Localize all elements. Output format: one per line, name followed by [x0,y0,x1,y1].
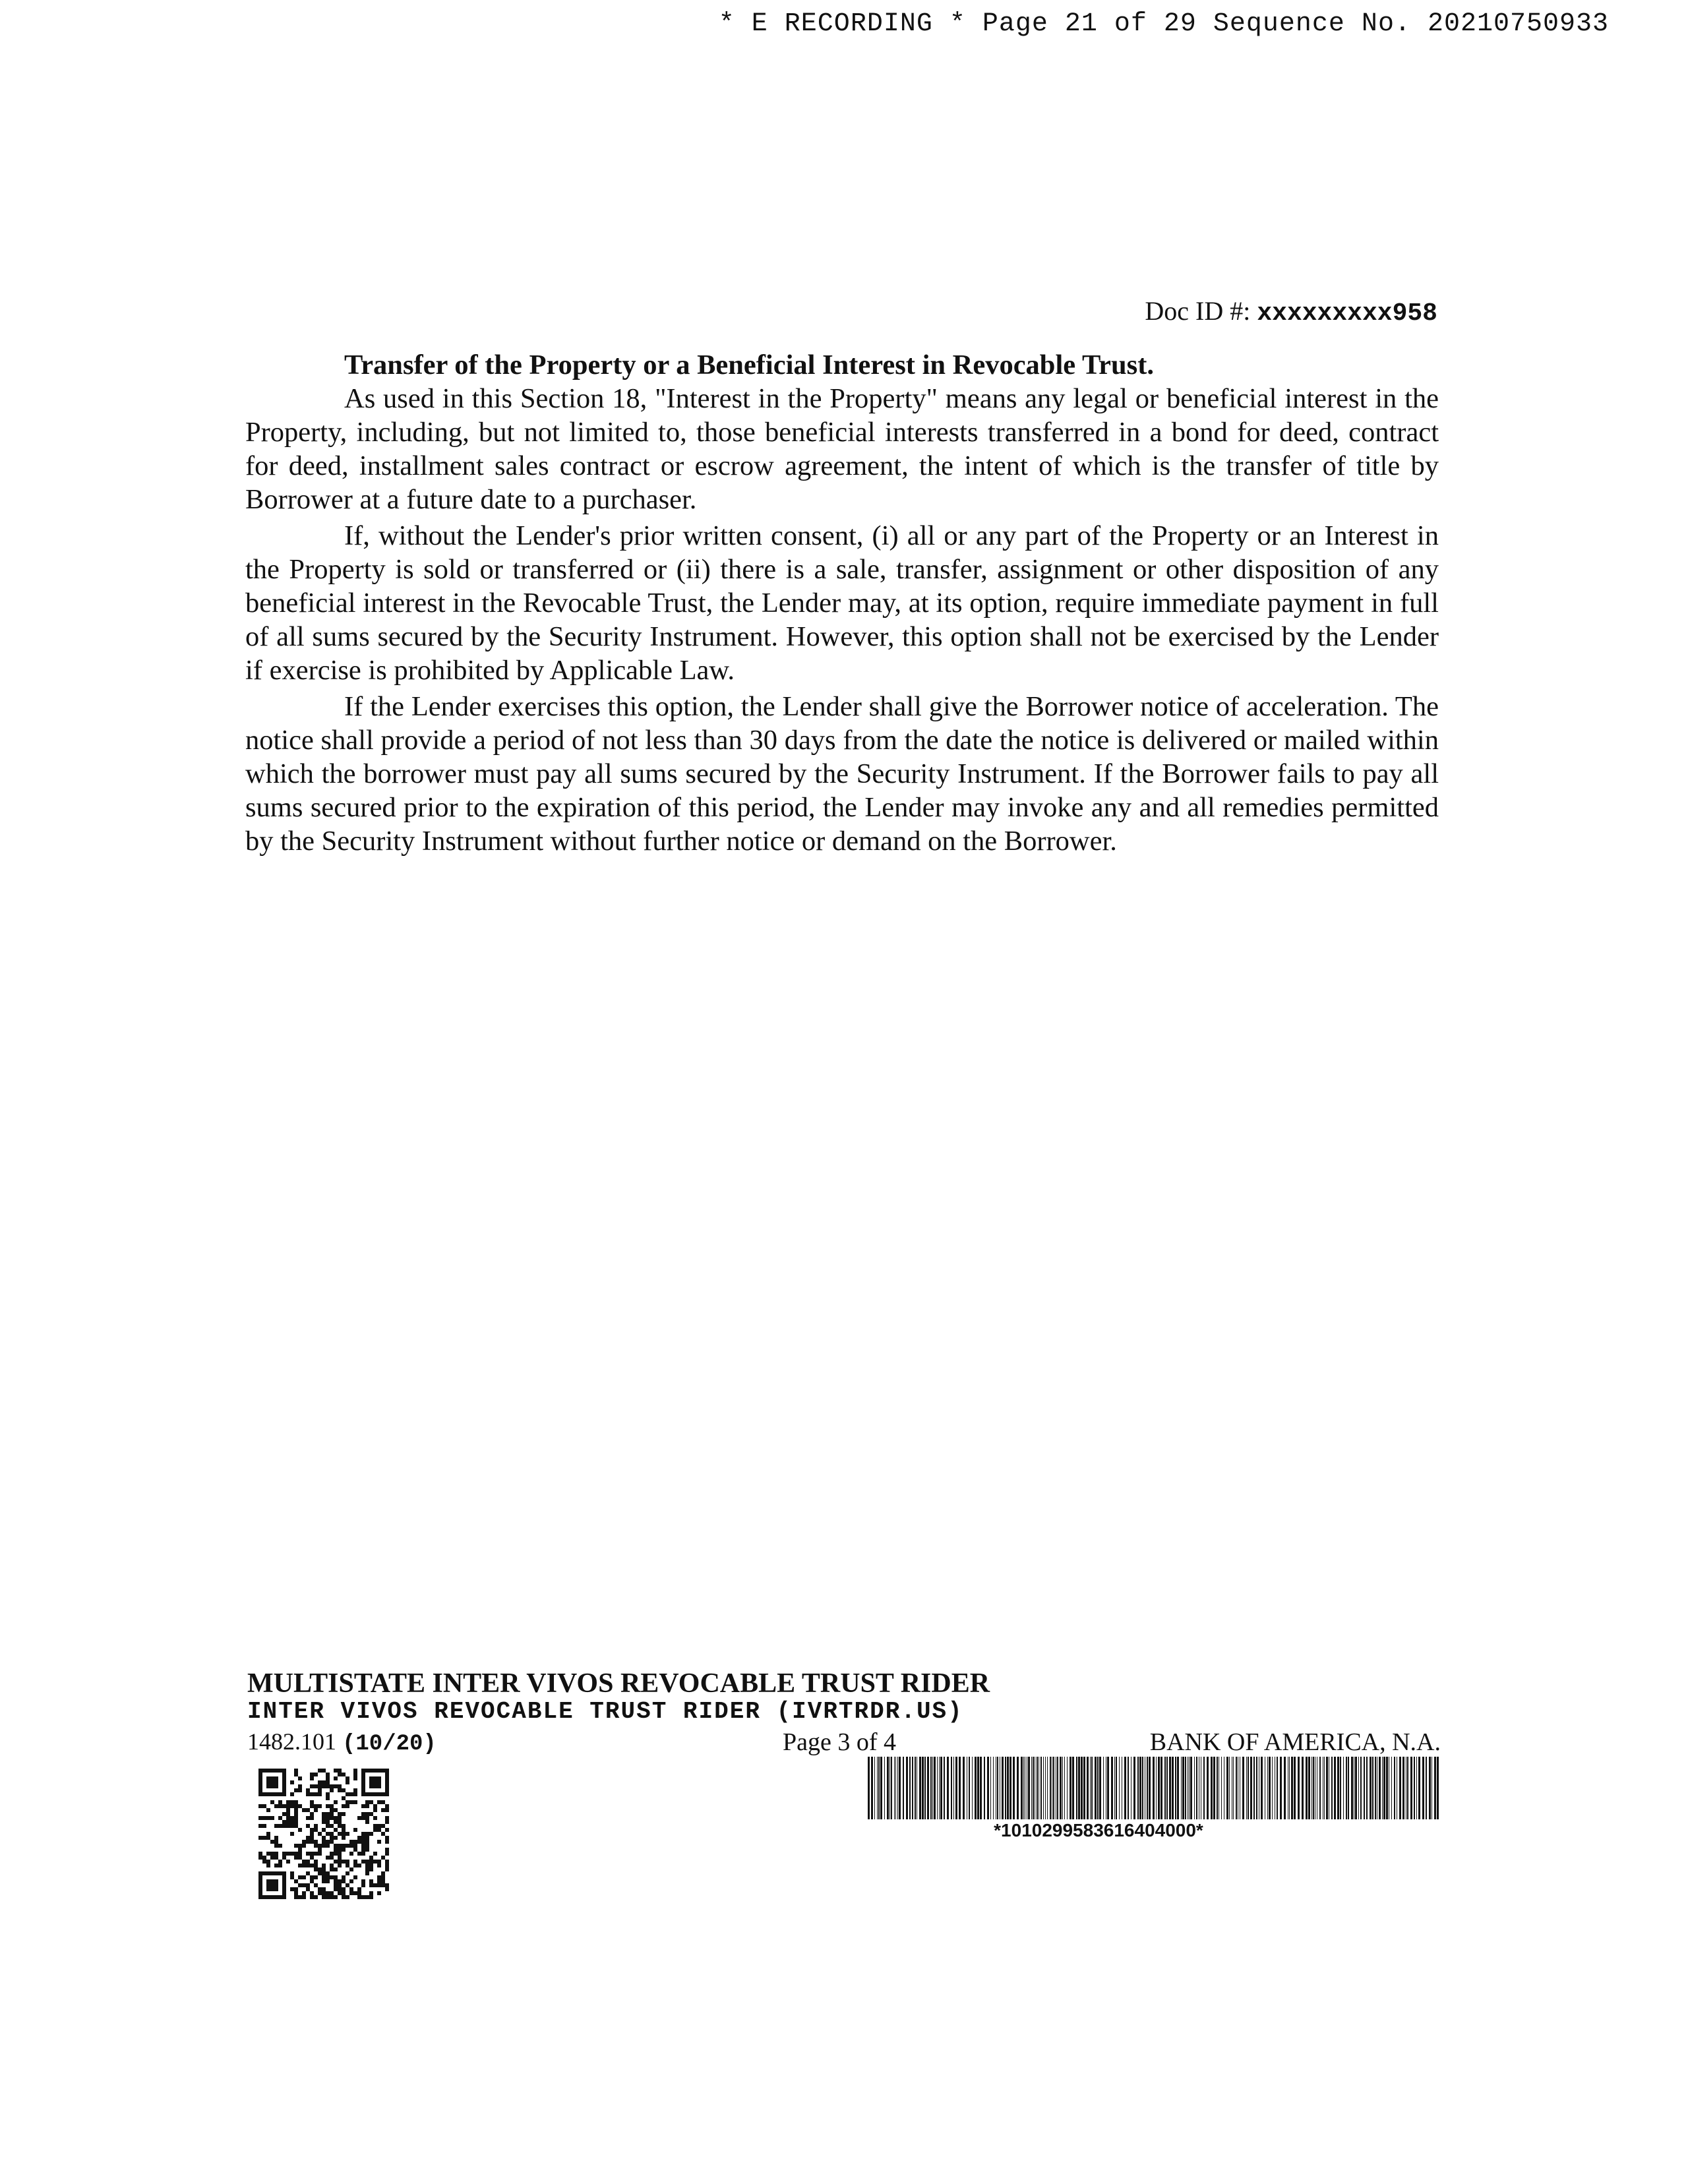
qr-code-icon [258,1769,389,1899]
lender-name: BANK OF AMERICA, N.A. [1149,1728,1441,1756]
document-body [245,348,1439,861]
section-title: Transfer of the Property or a Beneficial Interest in Revocable Trust. [344,349,1154,380]
paragraph-interest-definition: As used in this Section 18, "Interest in the Property" means any legal or beneficial interest in the Property, including, but not limited to, those beneficial interests transferred in a bond for deed, contract for deed, installment sales contract or escrow agreement, the intent of which is the transfer of title by Borrower at a future date to a purchaser. [245,383,1439,515]
form-date: (10/20) [342,1732,437,1757]
form-number-value: 1482.101 [247,1728,336,1755]
footer-title: MULTISTATE INTER VIVOS REVOCABLE TRUST RIDER [247,1668,990,1699]
footer-row [247,1725,1441,1758]
paragraph-acceleration-notice: If the Lender exercises this option, the Lender shall give the Borrower notice of acceleration. The notice shall provide a period of not less than 30 days from the date the notice is delivered or mailed within which the borrower must pay all sums secured by the Security Instrument. If the Borrower fails to pay all sums secured prior to the expiration of this period, the Lender may invoke any and all remedies permitted by the Security Instrument without further notice or demand on the Borrower. [245,691,1439,857]
doc-id-label: Doc ID #: [1145,296,1257,326]
paragraph-transfer-without-consent: If, without the Lender's prior written consent, (i) all or any part of the Property or an Interest in the Property is sold or transferred or (ii) there is a sale, transfer, assignment or other disposition of any beneficial interest in the Revocable Trust, the Lender may, at its option, require immediate payment in full of all sums secured by the Security Instrument. However, this option shall not be exercised by the Lender if exercise is prohibited by Applicable Law. [245,520,1439,686]
form-number [247,1728,437,1757]
barcode-icon [868,1757,1440,1819]
page-number: Page 3 of 4 [783,1728,897,1756]
doc-id [1145,295,1437,328]
footer-subtitle: INTER VIVOS REVOCABLE TRUST RIDER (IVRTRDR.US) [247,1698,963,1725]
doc-id-value: xxxxxxxxx958 [1257,299,1437,328]
form-footer [247,1668,1441,1758]
barcode-number: *1010299583616404000* [994,1820,1203,1840]
recording-header: * E RECORDING * Page 21 of 29 Sequence No. 20210750933 [718,9,1609,39]
